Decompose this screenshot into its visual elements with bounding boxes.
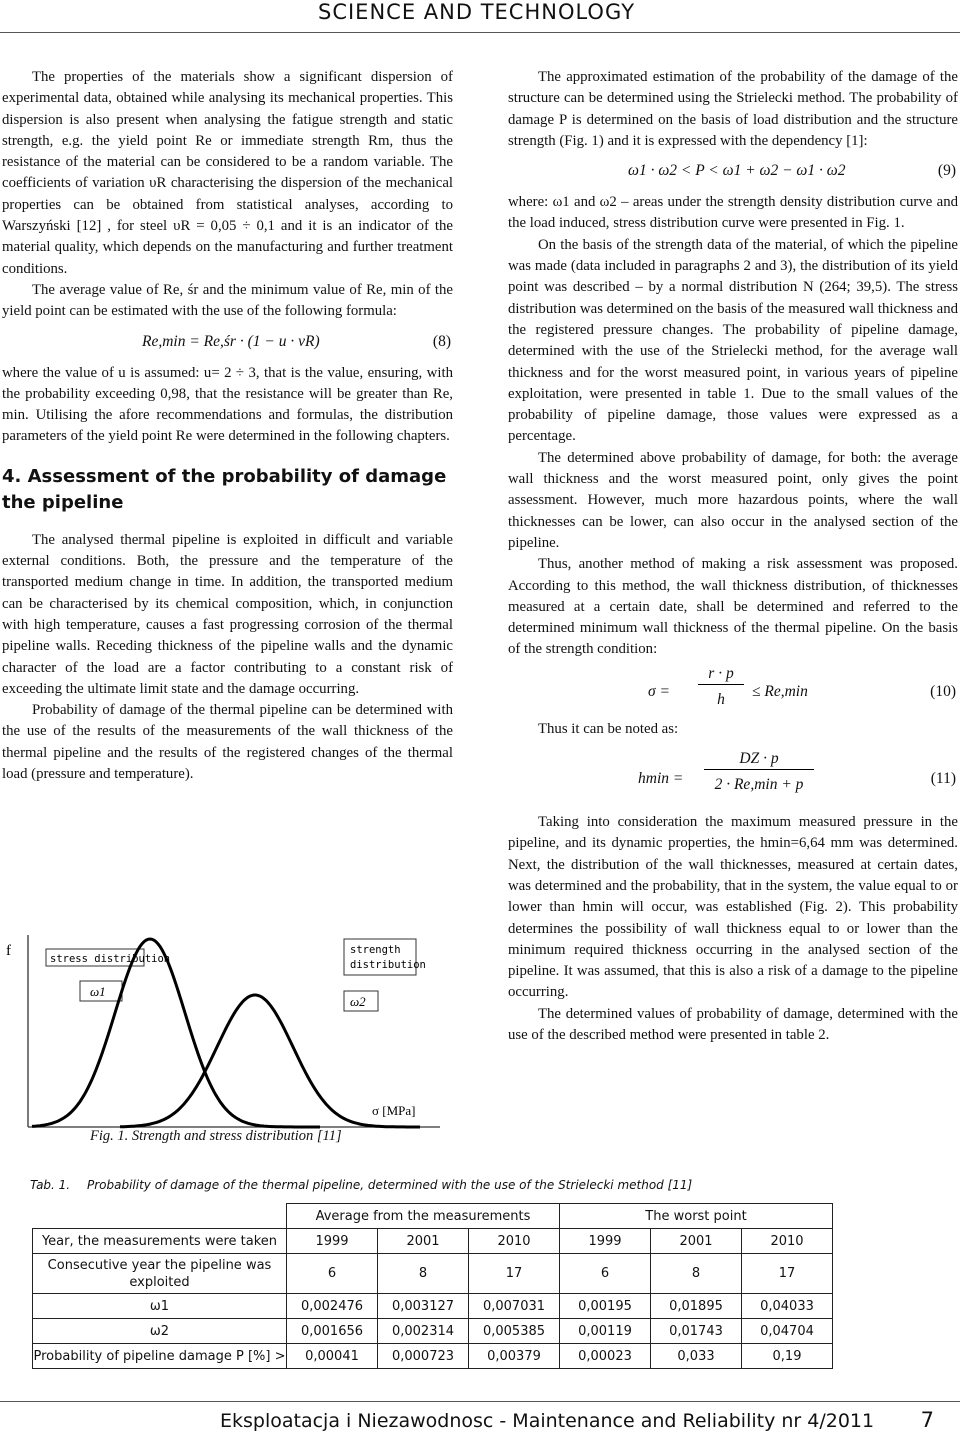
table-row-label: Year, the measurements were taken	[33, 1229, 287, 1254]
equation-numerator: r · p	[698, 663, 744, 685]
stress-curve	[32, 939, 320, 1127]
table-cell: 2001	[378, 1229, 469, 1254]
paragraph: On the basis of the strength data of the material, of which the pipeline was made (data included in paragraphs 2 and 3), the distribution of its yield point was described – by a normal distribution N (264; 39,5). The stress distribution was determined on the basis of the measured wall thickness and the registered pressure changes. The probability of pipeline damage, determined with the use of the Strielecki method, for the average wall thickness and for the worst measured point, in various years of pipeline exploitation, were presented in table 1. Due to the small values of the probability of pipeline damage, those values were expressed as a percentage.	[508, 236, 958, 445]
figure-1	[0, 905, 460, 1155]
table-header-row	[33, 1204, 833, 1229]
footer-rule	[0, 1401, 960, 1402]
equation-8	[2, 323, 453, 363]
table-row-label: ω1	[33, 1294, 287, 1319]
table-cell: 8	[651, 1254, 742, 1294]
table-label: Tab. 1.	[30, 1178, 71, 1192]
equation-lhs: σ =	[648, 682, 670, 700]
running-header: SCIENCE AND TECHNOLOGY	[318, 0, 636, 24]
table-caption	[30, 1178, 692, 1192]
table-cell: 0,00023	[560, 1344, 651, 1369]
equation-number: (11)	[930, 770, 956, 788]
table-cell: 0,04033	[742, 1294, 833, 1319]
table-cell: 0,007031	[469, 1294, 560, 1319]
table-cell: 1999	[287, 1229, 378, 1254]
paragraph: The average value of Re, śr and the minimum value of Re, min of the yield point can be estimated with the use of the following formula:	[2, 281, 453, 320]
equation-rhs: ≤ Re,min	[752, 682, 808, 700]
equation-body: Re,min = Re,śr · (1 − u · vR)	[142, 332, 320, 350]
table-cell: 0,00195	[560, 1294, 651, 1319]
table-cell: 0,002314	[378, 1319, 469, 1344]
equation-body: ω1 · ω2 < P < ω1 + ω2 − ω1 · ω2	[628, 162, 846, 180]
table-caption-text: Probability of damage of the thermal pipeline, determined with the use of the Strielecki method [11]	[87, 1178, 693, 1192]
paragraph: The analysed thermal pipeline is exploited in difficult and variable external conditions. Both, the pressure and the temperature of the transported medium change in time. In addition, the transported medium can be characterised by its chemical composition, which, in conjunction with high temperature, causes a fast progressing corrosion of the thermal pipeline walls. Receding thickness of the pipeline walls and the dynamic character of the load are a factor contributing to a constant risk of exceeding the ultimate limit state and the damage occurring.	[2, 531, 453, 697]
table-cell: 2010	[742, 1229, 833, 1254]
table-row-label: Consecutive year the pipeline was exploited	[33, 1254, 287, 1294]
table-cell: 0,00041	[287, 1344, 378, 1369]
table-cell: 17	[742, 1254, 833, 1294]
table-cell: 2001	[651, 1229, 742, 1254]
paragraph: The determined above probability of damage, for both: the average wall thickness and the worst measured point, only gives the point assessment. However, much more hazardous points, where the wall thicknesses can be lower, can also occur in the analysed section of the pipeline.	[508, 449, 958, 551]
table-row	[33, 1319, 833, 1344]
equation-number: (9)	[937, 162, 956, 180]
table-cell: 0,005385	[469, 1319, 560, 1344]
stress-label: stress distribution	[50, 953, 171, 965]
table-row	[33, 1294, 833, 1319]
paragraph: Thus, another method of making a risk assessment was proposed. According to this method, the wall thickness distribution, of thicknesses measured at a certain date, shall be determined and referred to the determined minimum wall thickness of the thermal pipeline. On the basis of the strength condition:	[508, 556, 958, 658]
figure-caption: Fig. 1. Strength and stress distribution [11]	[90, 1128, 342, 1144]
distribution-plot	[0, 905, 460, 1155]
omega2-label: ω2	[350, 994, 366, 1009]
right-column	[508, 67, 958, 1046]
table-cell: 0,003127	[378, 1294, 469, 1319]
paragraph: Thus it can be noted as:	[538, 720, 679, 737]
paragraph: The approximated estimation of the probability of the damage of the structure can be determined using the Strielecki method. The probability of damage P is determined on the basis of load distribution and the structure strength (Fig. 1) and it is expressed with the dependency [1]:	[508, 69, 958, 149]
y-axis-label: f	[6, 943, 11, 959]
table-cell: 17	[469, 1254, 560, 1294]
table-group-header: Average from the measurements	[287, 1204, 560, 1229]
table-cell: 0,19	[742, 1344, 833, 1369]
equation-number: (8)	[432, 332, 451, 350]
paragraph: where the value of u is assumed: u= 2 ÷ 3, that is the value, ensuring, with the probability exceeding 0,98, that the resistance will be greater than Re, min. Utilising the afore recommendations and formulas, the distribution parameters of the yield point Re were determined in the following chapters.	[2, 364, 453, 445]
table-cell: 0,002476	[287, 1294, 378, 1319]
section-title: 4. Assessment of the probability of damage the pipeline	[2, 465, 447, 513]
table-row	[33, 1254, 833, 1294]
table-cell: 6	[287, 1254, 378, 1294]
table-row	[33, 1229, 833, 1254]
table-group-header: The worst point	[560, 1204, 833, 1229]
table-cell: 0,00119	[560, 1319, 651, 1344]
omega1-label: ω1	[90, 984, 106, 999]
paragraph: The properties of the materials show a significant dispersion of experimental data, obtained while analysing its mechanical properties. This dispersion is also present when analysing the fatigue strength and static strength, e.g. the yield point Re or immediate strength Rm, thus the resistance of the material can be considered to be a random variable. The coefficients of variation υR characterising the dispersion of the mechanical properties can be obtained from statistical analyses, according to Warszyński [12] , for steel υR = 0,05 ÷ 0,1 and it is an indicator of the material quality, which depends on the manufacturing and further treatment conditions.	[2, 69, 453, 277]
table-cell: 0,01743	[651, 1319, 742, 1344]
table-cell: 0,000723	[378, 1344, 469, 1369]
table-cell: 0,01895	[651, 1294, 742, 1319]
equation-11	[508, 740, 958, 812]
equation-10	[508, 661, 958, 719]
page-number: 7	[920, 1408, 934, 1432]
paragraph: where: ω1 and ω2 – areas under the strength density distribution curve and the load induced, stress distribution curve were presented in Fig. 1.	[508, 194, 958, 232]
left-column	[2, 67, 453, 785]
table-cell: 0,00379	[469, 1344, 560, 1369]
table-cell: 0,04704	[742, 1319, 833, 1344]
paragraph: Probability of damage of the thermal pipeline can be determined with the use of the results of the measurements of the wall thickness of the thermal pipeline and the results of the registered changes of the thermal load (pressure and temperature).	[2, 702, 453, 783]
header-rule	[0, 32, 960, 33]
equation-9	[508, 152, 958, 192]
table-header-empty	[33, 1204, 287, 1229]
equation-denominator: h	[717, 690, 725, 708]
table-cell: 2010	[469, 1229, 560, 1254]
equation-denominator: 2 · Re,min + p	[714, 776, 804, 794]
x-axis-label: σ [MPa]	[372, 1103, 416, 1118]
table-body	[33, 1229, 833, 1369]
paragraph: Taking into consideration the maximum measured pressure in the pipeline, and its dynamic properties, the hmin=6,64 mm was determined. Next, the distribution of the wall thicknesses, measured at certain dates, was determined and the probability, that in the system, the value equal to or lower than hmin will occur, was established (Fig. 2). This probability determines the possibility of wall thickness equal to or lower than the minimum required thickness occurring in the analysed section of the pipeline. It was assumed, that this is also a risk of a damage to the pipeline occurring.	[508, 814, 958, 1001]
equation-lhs: hmin =	[638, 770, 684, 788]
table-cell: 6	[560, 1254, 651, 1294]
damage-probability-table	[32, 1203, 833, 1369]
table-cell: 1999	[560, 1229, 651, 1254]
strength-label-line1: strength	[350, 944, 401, 956]
paragraph: The determined values of probability of damage, determined with the use of the described method were presented in table 2.	[508, 1005, 958, 1043]
table-row	[33, 1344, 833, 1369]
journal-footer: Eksploatacja i Niezawodnosc - Maintenance and Reliability nr 4/2011	[220, 1410, 875, 1432]
equation-numerator: DZ · p	[704, 748, 814, 770]
table-row-label: ω2	[33, 1319, 287, 1344]
table-cell: 0,033	[651, 1344, 742, 1369]
strength-label-line2: distribution	[350, 959, 426, 971]
table-row-label: Probability of pipeline damage P [%] >	[33, 1344, 287, 1369]
table-cell: 0,001656	[287, 1319, 378, 1344]
equation-number: (10)	[930, 682, 956, 700]
table-cell: 8	[378, 1254, 469, 1294]
